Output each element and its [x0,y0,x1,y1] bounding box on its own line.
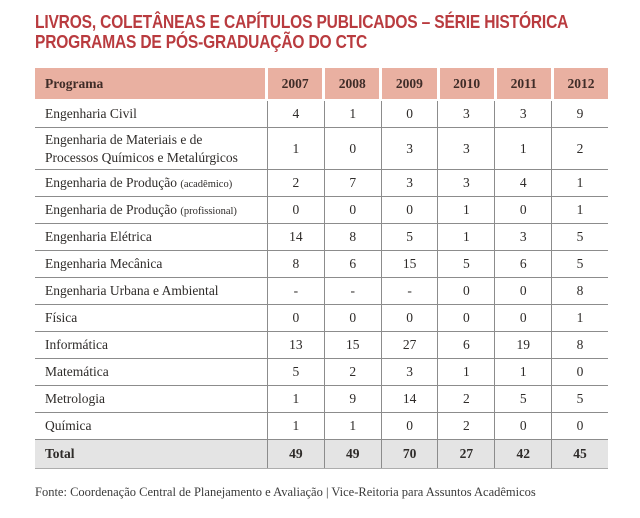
value-cell: 2 [324,359,381,385]
column-header-year: 2009 [382,68,436,99]
value-cell: 5 [551,224,608,250]
value-cell: 0 [437,305,494,331]
value-cell: 3 [494,224,551,250]
page-title-line1: LIVROS, COLETÂNEAS E CAPÍTULOS PUBLICADOS – SÉRIE HISTÓRICA [35,11,569,32]
program-name: Engenharia de Produção (acadêmico) [45,175,233,191]
value-cell: 8 [267,251,324,277]
program-name: Engenharia Elétrica [45,229,152,245]
table-row [35,278,608,305]
value-cell: 0 [381,197,438,223]
value-cell: 5 [551,386,608,412]
value-cell: 0 [381,101,438,127]
value-cell: 0 [381,413,438,439]
value-cell: 1 [267,128,324,169]
source-note: Fonte: Coordenação Central de Planejamento e Avaliação | Vice-Reitoria para Assuntos Acadêmicos [35,485,536,499]
program-note: (acadêmico) [180,179,233,191]
value-cell: 3 [381,359,438,385]
program-name: Engenharia de Materiais e de Processos Químicos e Metalúrgicos [45,132,238,165]
value-cell: 9 [324,386,381,412]
value-cell: 1 [324,101,381,127]
value-cell: 15 [324,332,381,358]
value-cell: 0 [381,305,438,331]
value-cell: 3 [381,170,438,196]
program-name: Engenharia de Produção (profissional) [45,202,237,218]
value-cell: 49 [324,440,381,468]
value-cell: 6 [437,332,494,358]
value-cell: 3 [437,101,494,127]
value-cell: 0 [437,278,494,304]
value-cell: 6 [324,251,381,277]
value-cell: 0 [267,305,324,331]
value-cell: 2 [437,386,494,412]
value-cell: 0 [324,197,381,223]
column-header-year: 2012 [554,68,608,99]
value-cell: 5 [267,359,324,385]
program-note: (profissional) [180,206,237,218]
value-cell: 5 [551,251,608,277]
value-cell: 5 [437,251,494,277]
value-cell: 0 [267,197,324,223]
value-cell: 9 [551,101,608,127]
value-cell: 70 [381,440,438,468]
table-row [35,332,608,359]
value-cell: 2 [267,170,324,196]
column-header-year: 2007 [268,68,322,99]
table-row [35,197,608,224]
value-cell: 0 [551,359,608,385]
page-title-line2: PROGRAMAS DE PÓS-GRADUAÇÃO DO CTC [35,31,368,52]
value-cell: 8 [551,278,608,304]
table-row [35,101,608,128]
value-cell: 1 [437,197,494,223]
table-row [35,305,608,332]
value-cell: 0 [494,278,551,304]
table-row [35,128,608,170]
total-row [35,440,608,469]
value-cell: 3 [381,128,438,169]
value-cell: - [381,278,438,304]
value-cell: 0 [551,413,608,439]
value-cell: 1 [437,224,494,250]
value-cell: 1 [267,413,324,439]
value-cell: 3 [437,170,494,196]
value-cell: 0 [494,305,551,331]
value-cell: 1 [551,305,608,331]
column-header-programa: Programa [35,68,265,99]
value-cell: 3 [494,101,551,127]
value-cell: 0 [494,413,551,439]
value-cell: 8 [324,224,381,250]
value-cell: 0 [324,305,381,331]
value-cell: 6 [494,251,551,277]
column-header-year: 2008 [325,68,379,99]
program-name: Física [45,310,78,326]
total-label: Total [45,446,75,462]
program-name: Informática [45,337,108,353]
value-cell: 0 [324,128,381,169]
program-name: Engenharia Urbana e Ambiental [45,283,219,299]
program-name: Química [45,418,92,434]
value-cell: 8 [551,332,608,358]
table-header-row [35,68,608,99]
value-cell: 27 [381,332,438,358]
value-cell: 42 [494,440,551,468]
table-row [35,413,608,440]
column-header-year: 2010 [440,68,494,99]
value-cell: 49 [267,440,324,468]
value-cell: 2 [551,128,608,169]
program-name: Matemática [45,364,109,380]
column-header-year: 2011 [497,68,551,99]
value-cell: 4 [267,101,324,127]
value-cell: 1 [551,197,608,223]
value-cell: 14 [381,386,438,412]
value-cell: 5 [381,224,438,250]
value-cell: 45 [551,440,608,468]
value-cell: 1 [437,359,494,385]
value-cell: - [267,278,324,304]
value-cell: 15 [381,251,438,277]
table-row [35,359,608,386]
table-row [35,386,608,413]
publications-table [35,68,608,469]
value-cell: 2 [437,413,494,439]
value-cell: 0 [494,197,551,223]
value-cell: 1 [494,128,551,169]
page-title [35,12,568,52]
value-cell: 3 [437,128,494,169]
table-row [35,224,608,251]
value-cell: 5 [494,386,551,412]
value-cell: 19 [494,332,551,358]
program-name: Metrologia [45,391,105,407]
value-cell: 13 [267,332,324,358]
value-cell: 1 [324,413,381,439]
value-cell: 1 [551,170,608,196]
table-row [35,170,608,197]
value-cell: 4 [494,170,551,196]
value-cell: 7 [324,170,381,196]
value-cell: - [324,278,381,304]
program-name: Engenharia Mecânica [45,256,163,272]
value-cell: 27 [437,440,494,468]
program-name: Engenharia Civil [45,106,137,122]
table-body [35,101,608,469]
table-row [35,251,608,278]
value-cell: 1 [267,386,324,412]
value-cell: 14 [267,224,324,250]
value-cell: 1 [494,359,551,385]
